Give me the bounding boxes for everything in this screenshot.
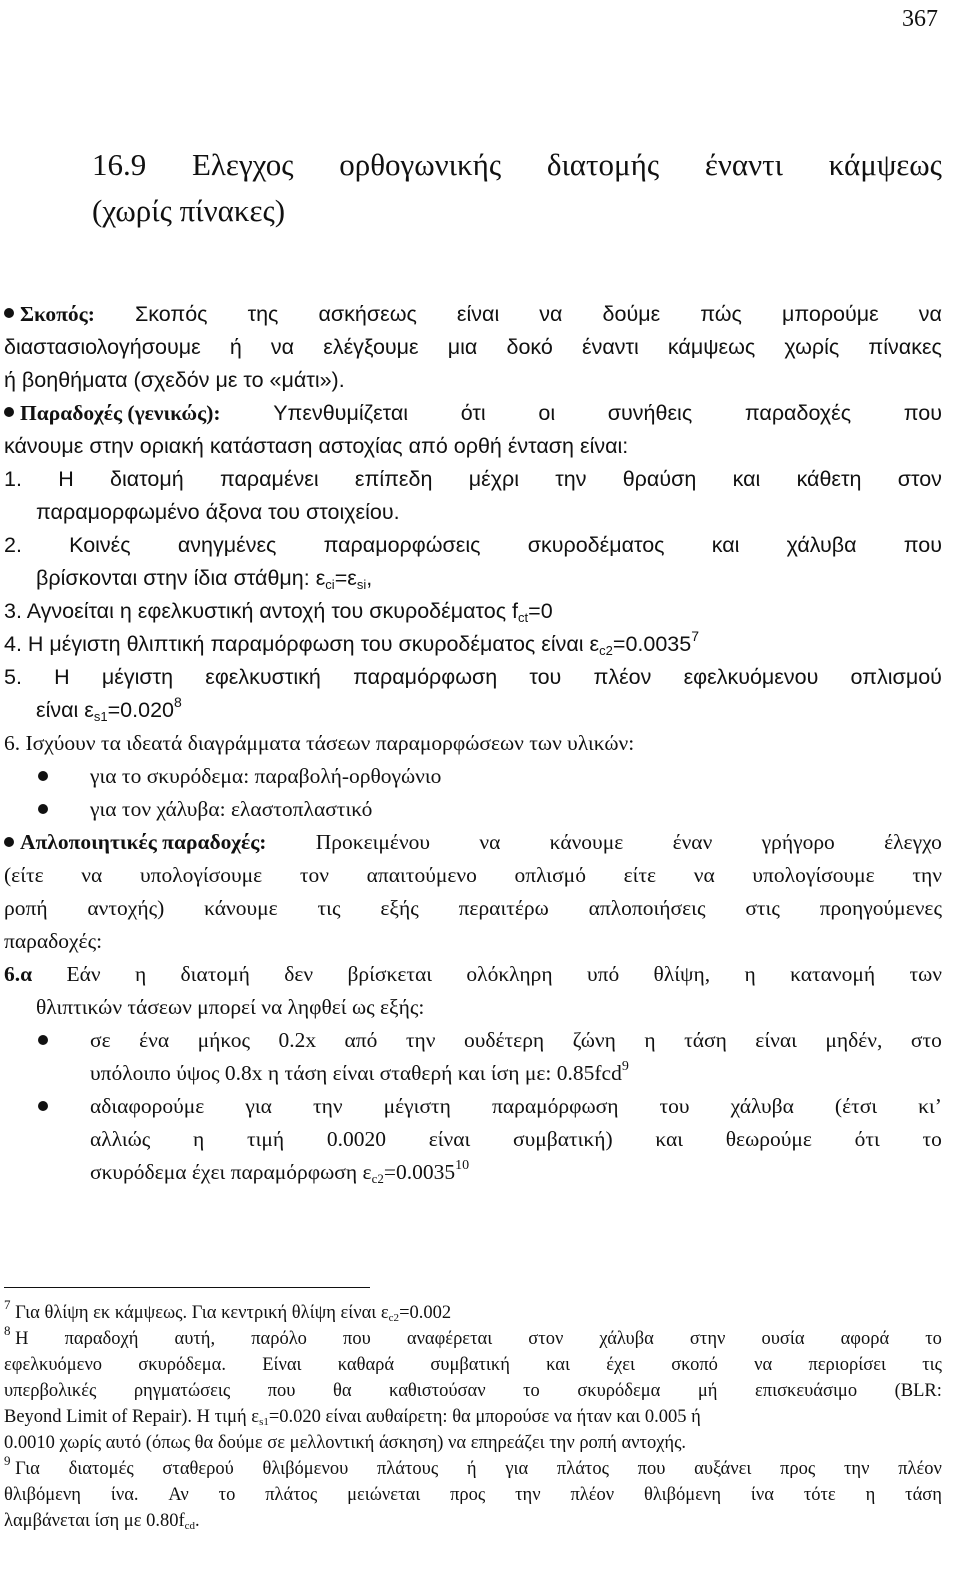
page-number: 367 [902, 6, 938, 32]
word: οπλισμού [850, 665, 942, 689]
word: πλέον [570, 1485, 615, 1505]
footnote-8-line-5: 0.0010 χωρίς αυτό (όπως θα δούμε σε μελλοντική άσκηση) να επηρεάζει την ροπή αντοχής. [4, 1433, 687, 1453]
item-2-line-2: βρίσκονται στην ίδια στάθμη: $\varepsilon_{ci}=\varepsilon_{si}$, [36, 566, 373, 592]
footnote-ref-8[interactable]: 8 [173, 694, 182, 710]
bullet-icon [38, 804, 48, 814]
word: την [843, 1459, 870, 1479]
word: καθιστούσαν [389, 1381, 486, 1401]
lead-label: Παραδοχές (γενικώς): [4, 397, 221, 430]
footnote-8-line-3 [4, 1378, 942, 1404]
footnote-8-line-2 [4, 1352, 942, 1378]
word: μηδέν, [825, 1028, 883, 1052]
word: τις [317, 896, 341, 920]
word: το [922, 1127, 942, 1151]
word: σκυροδέματος [527, 533, 665, 557]
word: έναντι [704, 147, 783, 182]
word: θραύση [622, 467, 697, 491]
item-6-bullet-1: για το σκυρόδεμα: παραβολή-ορθογώνιο [4, 760, 942, 793]
sub-a-bullet-1-line-1 [4, 1024, 942, 1057]
word: για [505, 1459, 529, 1479]
word: χωρίς [784, 335, 840, 359]
word: θα [332, 1381, 352, 1401]
word: υπολογίσουμε [752, 863, 875, 887]
word: προηγούμενες [819, 896, 942, 920]
word: 5. [4, 665, 22, 689]
word: (BLR: [894, 1381, 942, 1401]
word: πώς [700, 302, 742, 326]
word: κάμψεως [828, 147, 942, 182]
word: θλιβόμενου [262, 1459, 349, 1479]
word: σκυρόδεμα [577, 1381, 661, 1401]
word: κάμψεως [667, 335, 756, 359]
paradoxes-line-2: κάνουμε στην οριακή κατάσταση αστοχίας από ορθή ένταση είναι: [4, 434, 629, 458]
word: μειώνεται [347, 1485, 421, 1505]
word: παρόλο [251, 1329, 307, 1349]
word: οπλισμό [514, 863, 586, 887]
word: η [865, 1485, 876, 1505]
word: αυτή, [174, 1329, 216, 1349]
aplop-line-3 [4, 892, 942, 925]
word: σε [90, 1028, 111, 1052]
word: τον [299, 863, 329, 887]
word: και [732, 467, 761, 491]
word: την [405, 1028, 436, 1052]
word: θεωρούμε [725, 1127, 812, 1151]
word: απαιτούμενο [366, 863, 477, 887]
word: και [655, 1127, 684, 1151]
word: έχει [606, 1355, 635, 1375]
footnote-9-line-3: λαμβάνεται ίση με $0.80f_{cd}$. [4, 1511, 200, 1532]
word: Προκειμένου [315, 830, 431, 854]
word: υπολογίσουμε [139, 863, 263, 887]
word: χάλυβα [786, 533, 857, 557]
word: 2. [4, 533, 22, 557]
footnote-8-line-1 [4, 1323, 942, 1352]
word: ότι [460, 401, 486, 425]
lead-label: Απλοποιητικές παραδοχές: [4, 826, 266, 859]
word: της [247, 302, 279, 326]
word: κάνουμε [549, 830, 624, 854]
word: το [218, 1485, 236, 1505]
word: πλέον [898, 1459, 942, 1479]
word: μή [697, 1381, 718, 1401]
word: περιορίσει [808, 1355, 886, 1375]
word: ένα [139, 1028, 170, 1052]
item-3: 3. Αγνοείται η εφελκυστική αντοχή του σκυροδέματος $f_{ct}=0$ [4, 599, 553, 625]
lead-label: $^9$ Για [4, 1453, 40, 1479]
word: ζώνη [572, 1028, 616, 1052]
word: να [81, 863, 103, 887]
word: να [754, 1355, 773, 1375]
word: αντοχής) [87, 896, 165, 920]
word: που [903, 533, 942, 557]
sub-a-bullet-2-line-3: σκυρόδεμα έχει παραμόρφωση $\varepsilon_{c2}=0.0035^{10}$ [90, 1158, 470, 1186]
word: έναντι [582, 335, 639, 359]
word: πλάτος [556, 1459, 609, 1479]
word: Σκοπός [134, 302, 208, 326]
word: 0.0020 [326, 1127, 386, 1151]
item-2-line-1 [4, 529, 942, 562]
word: ότι [854, 1127, 880, 1151]
word: Η [54, 665, 70, 689]
item-6: 6. Ισχύουν τα ιδεατά διαγράμματα τάσεων παραμορφώσεων των υλικών: [4, 731, 635, 755]
word: διατομές [68, 1459, 134, 1479]
bullet-icon [38, 1101, 48, 1111]
word: θλίψη, [653, 962, 711, 986]
word: από [344, 1028, 378, 1052]
word: επίπεδη [354, 467, 433, 491]
word: παραμένει [219, 467, 319, 491]
footnote-ref-10[interactable]: 10 [455, 1158, 470, 1173]
word: παραδοχές [744, 401, 852, 425]
word: συμβατική) [513, 1127, 613, 1151]
word: μπορούμε [781, 302, 879, 326]
bullet-icon [38, 1035, 48, 1045]
word: την [555, 467, 587, 491]
word: Είναι [262, 1355, 302, 1375]
word: θλιβόμενη [644, 1485, 722, 1505]
bullet-icon [38, 771, 48, 781]
word: να [693, 863, 715, 887]
word: Υπενθυμίζεται [273, 401, 409, 425]
word: προς [780, 1459, 816, 1479]
word: μέγιστη [383, 1094, 451, 1118]
footnote-7: $^7$ Για θλίψη εκ κάμψεως. Για κεντρική θλίψη είναι $\varepsilon_{c2}=0.002$ [4, 1297, 452, 1324]
word: η [193, 1127, 205, 1151]
word: είτε [623, 863, 657, 887]
word: η [134, 962, 147, 986]
sub-a-line-1 [4, 958, 942, 991]
word: η [644, 1028, 656, 1052]
word: ή [229, 335, 242, 359]
word: στην [689, 1329, 726, 1349]
word: μέχρι [468, 467, 519, 491]
word: ασκήσεως [318, 302, 417, 326]
word: εφελκυόμενο [4, 1355, 103, 1375]
lead-label: Σκοπός: [4, 298, 95, 331]
word: παραμόρφωση [353, 665, 498, 689]
aplop-line-1 [4, 826, 942, 859]
word: 0.2x [278, 1028, 317, 1052]
word: και [711, 533, 740, 557]
word: σταθερού [162, 1459, 234, 1479]
word: του [529, 665, 562, 689]
word: δεν [284, 962, 314, 986]
word: κατανομή [790, 962, 876, 986]
word: μέγιστη [101, 665, 174, 689]
item-5-line-2: είναι $\varepsilon_{s1}=0.020^8$ [36, 694, 182, 724]
sub-a-line-2: θλιπτικών τάσεων μπορεί να ληφθεί ως εξής: [36, 995, 425, 1019]
word: 1. [4, 467, 22, 491]
word: στον [528, 1329, 564, 1349]
word: του [659, 1094, 690, 1118]
footnote-separator [4, 1287, 370, 1288]
word: ίνα. [110, 1485, 139, 1505]
word: πλέον [593, 665, 652, 689]
lead-label: 6.α [4, 962, 33, 986]
word: που [637, 1459, 666, 1479]
word: καθαρά [337, 1355, 395, 1375]
bullet-icon [4, 837, 14, 847]
word: δοκό [506, 335, 553, 359]
word: οι [538, 401, 556, 425]
paradoxes-line-1 [4, 397, 942, 430]
word: να [270, 335, 295, 359]
word: είναι [755, 1028, 797, 1052]
word: τάση [684, 1028, 727, 1052]
word: συμβατική [430, 1355, 510, 1375]
footnote-9-line-1 [4, 1453, 942, 1482]
word: την [312, 1094, 343, 1118]
lead-label: 16.9 [92, 147, 147, 182]
word: στις [745, 896, 780, 920]
word: ροπή [4, 896, 48, 920]
word: παραμορφώσεις [323, 533, 481, 557]
word: που [343, 1329, 371, 1349]
word: χάλυβα [599, 1329, 654, 1349]
word: να [479, 830, 501, 854]
word: προς [450, 1485, 486, 1505]
word: ολόκληρη [466, 962, 553, 986]
sub-a-bullet-2-line-1 [4, 1090, 942, 1123]
item-5-line-1 [4, 661, 942, 694]
word: εφελκυόμενου [683, 665, 819, 689]
word: επισκευάσιμο [754, 1381, 858, 1401]
word: κάθετη [796, 467, 862, 491]
word: στο [910, 1028, 942, 1052]
skopos-line-2 [4, 331, 942, 364]
word: αυξάνει [694, 1459, 752, 1479]
aplop-line-4: παραδοχές: [4, 929, 103, 953]
word: έναν [672, 830, 713, 854]
lead-label: $^8$ Η [4, 1323, 29, 1349]
word: για [245, 1094, 272, 1118]
item-4: 4. Η μέγιστη θλιπτική παραμόρφωση του σκυροδέματος είναι $\varepsilon_{c2}=0.0035^7$ [4, 628, 700, 658]
word: ουδέτερη [463, 1028, 545, 1052]
footnote-ref-7[interactable]: 7 [691, 628, 700, 644]
word: κι’ [918, 1094, 942, 1118]
word: τιμή [246, 1127, 285, 1151]
word: την [515, 1485, 541, 1505]
word: διατομής [546, 147, 660, 182]
word: το [523, 1381, 540, 1401]
word: πλάτους [376, 1459, 439, 1479]
word: την [912, 863, 942, 887]
word: γρήγορο [761, 830, 835, 854]
word: ανηγμένες [177, 533, 277, 557]
word: κάνουμε [204, 896, 278, 920]
word: υπερβολικές [4, 1381, 97, 1401]
word: ορθογωνικής [339, 147, 502, 182]
word: διαστασιολογήσουμε [4, 335, 201, 359]
item-6-bullet-2: για τον χάλυβα: ελαστοπλαστικό [4, 793, 942, 826]
word: σκοπό [671, 1355, 718, 1375]
section-title [92, 142, 942, 234]
word: περαιτέρω [458, 896, 549, 920]
skopos-line-1 [4, 298, 942, 331]
word: ελέγξουμε [323, 335, 419, 359]
word: και [546, 1355, 570, 1375]
word: η [744, 962, 756, 986]
sub-a-bullet-2-line-2 [4, 1123, 942, 1156]
word: Αν [168, 1485, 189, 1505]
word: τότε [803, 1485, 836, 1505]
word: ρηγματώσεις [133, 1381, 231, 1401]
word: τις [922, 1355, 942, 1375]
word: Ελεγχος [191, 147, 294, 182]
word: υπό [586, 962, 620, 986]
word: παραδοχή [64, 1329, 139, 1349]
word: είναι [456, 302, 500, 326]
footnote-8-line-4: Beyond Limit of Repair). Η τιμή $\varepsilon_{s1}=0.020$ είναι αυθαίρετη: θα μπορούσε να ήταν και 0.005 ή [4, 1407, 701, 1428]
word: μια [447, 335, 478, 359]
word: ουσία [761, 1329, 805, 1349]
word: διατομή [180, 962, 250, 986]
word: ή [466, 1459, 477, 1479]
footnote-9-line-2 [4, 1482, 942, 1508]
word: Η [58, 467, 74, 491]
word: πίνακες [868, 335, 942, 359]
word: στον [897, 467, 942, 491]
word: Εάν [66, 962, 101, 986]
word: βρίσκεται [347, 962, 433, 986]
word: εφελκυστική [205, 665, 321, 689]
word: που [267, 1381, 296, 1401]
word: συνήθεις [607, 401, 693, 425]
word: να [918, 302, 942, 326]
word: αναφέρεται [406, 1329, 493, 1349]
sub-a-bullet-1-line-2: υπόλοιπο ύψος 0.8x η τάση είναι σταθερή και ίση με: 0.85fcd$^9$ [90, 1059, 629, 1085]
word: να [539, 302, 563, 326]
word: Κοινές [69, 533, 131, 557]
word: εξής [380, 896, 419, 920]
word: (είτε [4, 863, 44, 887]
skopos-line-3: ή βοηθήματα (σχεδόν με το «μάτι»). [4, 368, 345, 392]
word: έλεγχο [884, 830, 942, 854]
word: αφορά [840, 1329, 890, 1349]
word: αδιαφορούμε [90, 1094, 205, 1118]
footnote-ref-9[interactable]: 9 [621, 1059, 629, 1074]
word: σκυρόδεμα. [138, 1355, 226, 1375]
word: το [925, 1329, 942, 1349]
bullet-icon [4, 407, 14, 417]
item-1-line-2: παραμορφωμένο άξονα του στοιχείου. [36, 500, 400, 524]
title-line-2: (χωρίς πίνακες) [92, 193, 286, 228]
word: απλοποιήσεις [588, 896, 706, 920]
word: πλάτος [265, 1485, 318, 1505]
aplop-line-2 [4, 859, 942, 892]
word: που [903, 401, 942, 425]
word: (έτσι [834, 1094, 878, 1118]
word: δούμε [602, 302, 661, 326]
word: αλλιώς [90, 1127, 151, 1151]
word: ίνα [750, 1485, 774, 1505]
word: μήκος [197, 1028, 250, 1052]
title-line-1 [92, 142, 942, 188]
word: των [909, 962, 942, 986]
word: θλιβόμενη [4, 1485, 81, 1505]
word: παραμόρφωση [491, 1094, 619, 1118]
body-text [4, 298, 942, 1189]
item-1-line-1 [4, 463, 942, 496]
footnotes [4, 1297, 942, 1534]
word: χάλυβα [730, 1094, 794, 1118]
bullet-icon [4, 308, 14, 318]
word: τάση [905, 1485, 942, 1505]
word: διατομή [110, 467, 184, 491]
word: είναι [428, 1127, 471, 1151]
